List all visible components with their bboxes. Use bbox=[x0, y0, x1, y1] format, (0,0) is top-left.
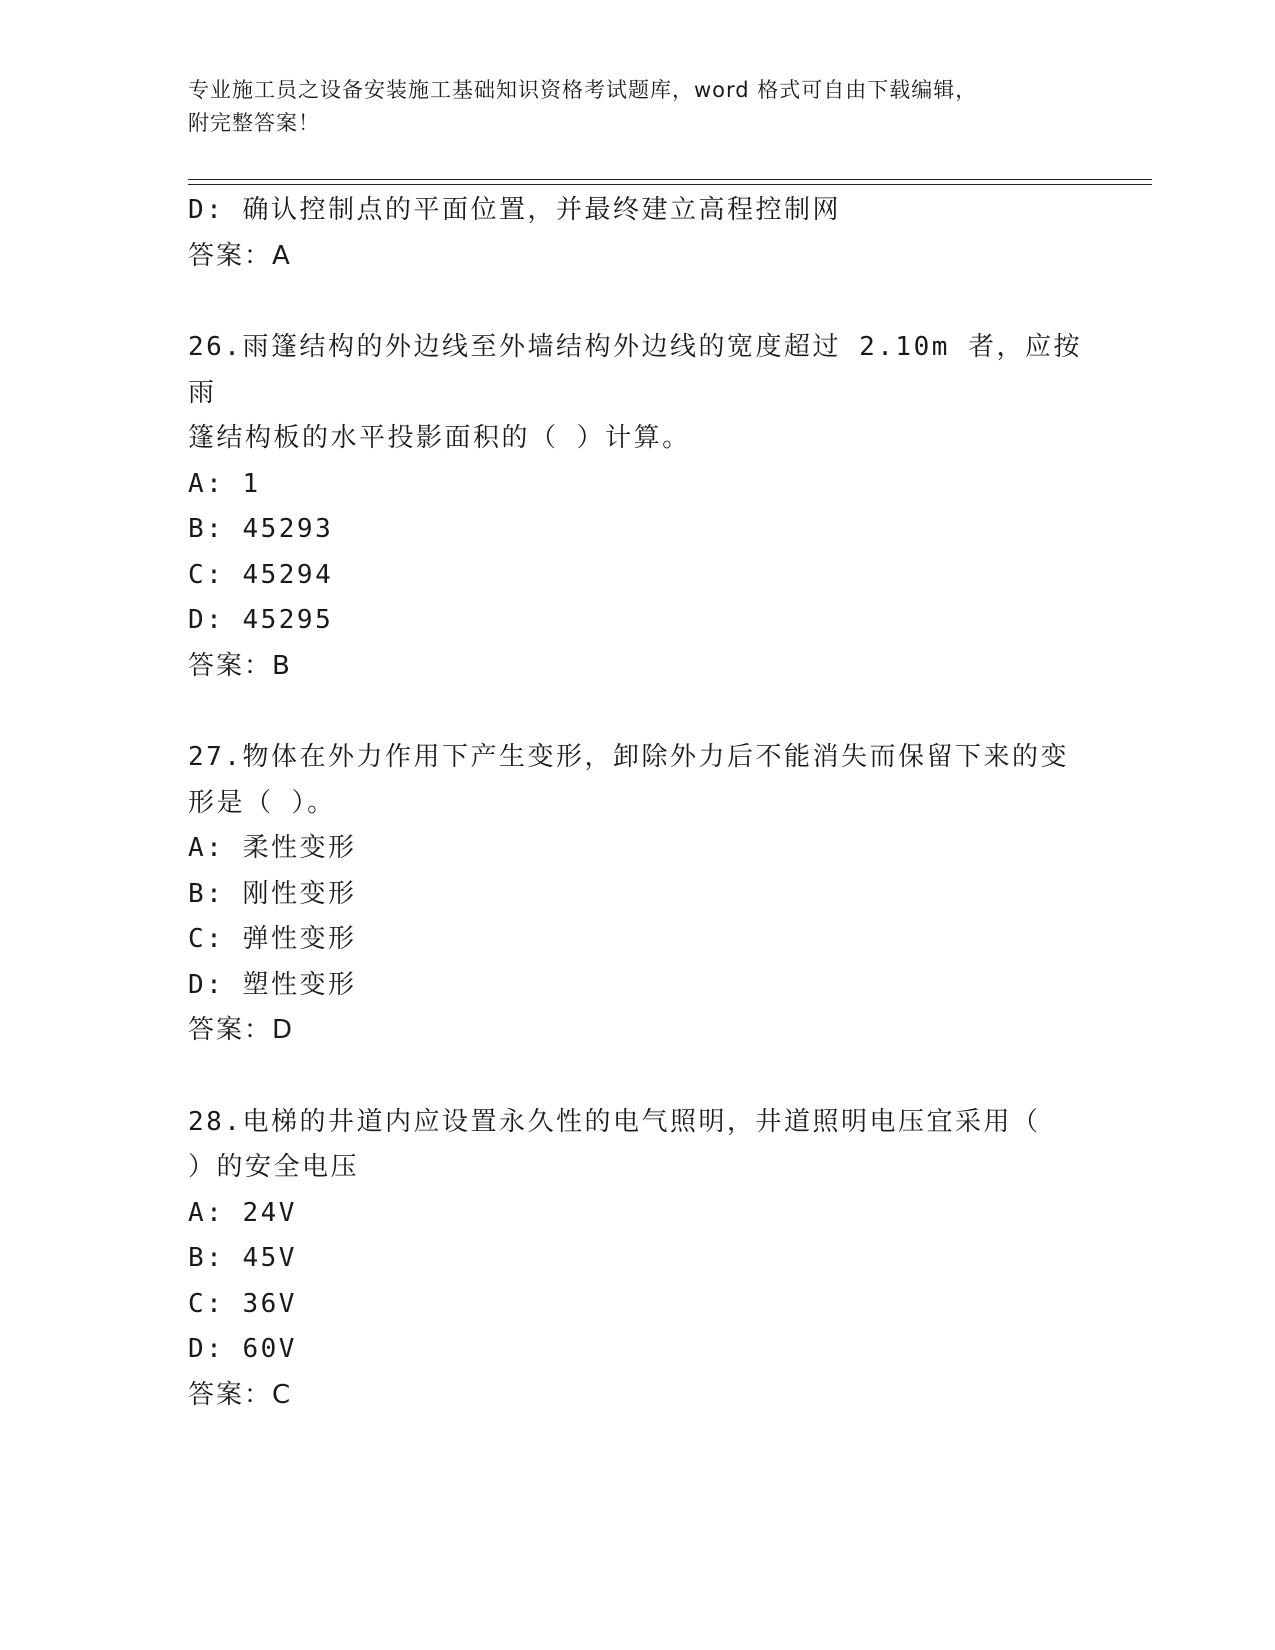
option-d: D: 60V bbox=[188, 1334, 297, 1364]
option-a: A: 1 bbox=[188, 468, 261, 499]
question-stem-line-2: ）的安全电压 bbox=[188, 1152, 360, 1182]
question-stem-line-1: 28.电梯的井道内应设置永久性的电气照明，井道照明电压宜采用（ bbox=[188, 1106, 1041, 1137]
option-c: C: 弹性变形 bbox=[188, 924, 357, 954]
answer-line: 答案：B bbox=[188, 650, 292, 681]
question-stem-line-2: 形是（ ）。 bbox=[188, 787, 336, 818]
option-d: D: 塑性变形 bbox=[188, 969, 357, 1000]
option-b: B: 45293 bbox=[188, 514, 334, 544]
question-stem-line-2: 篷结构板的水平投影面积的（ ）计算。 bbox=[188, 423, 691, 453]
question-stem-line-1: 27.物体在外力作用下产生变形，卸除外力后不能消失而保留下来的变 bbox=[188, 742, 1069, 772]
option-a: A: 24V bbox=[188, 1197, 297, 1228]
question-list bbox=[188, 188, 1088, 1418]
header-title-line-2: 附完整答案！ bbox=[188, 111, 320, 135]
option-a: A: 柔性变形 bbox=[188, 833, 357, 863]
option-b: B: 45V bbox=[188, 1243, 297, 1273]
answer-line: 答案：A bbox=[188, 240, 292, 271]
question-stem-line-1: 26.雨篷结构的外边线至外墙结构外边线的宽度超过 2.10m 者，应按雨 bbox=[188, 332, 1083, 408]
answer-line: 答案：D bbox=[188, 1015, 295, 1045]
question-26 bbox=[188, 325, 1088, 689]
question-28 bbox=[188, 1100, 1088, 1419]
option-d: D: 确认控制点的平面位置，并最终建立高程控制网 bbox=[188, 195, 841, 225]
option-d: D: 45295 bbox=[188, 605, 334, 635]
option-b: B: 刚性变形 bbox=[188, 878, 357, 909]
option-c: C: 36V bbox=[188, 1288, 297, 1319]
answer-line: 答案：C bbox=[188, 1379, 293, 1410]
document-header bbox=[188, 74, 1068, 140]
option-c: C: 45294 bbox=[188, 559, 334, 590]
question-27 bbox=[188, 735, 1088, 1054]
carryover-block bbox=[188, 188, 1088, 279]
header-title-line-1: 专业施工员之设备安装施工基础知识资格考试题库，word 格式可自由下载编辑， bbox=[188, 78, 978, 102]
header-divider-top bbox=[188, 179, 1152, 180]
header-divider-bottom bbox=[188, 184, 1152, 185]
